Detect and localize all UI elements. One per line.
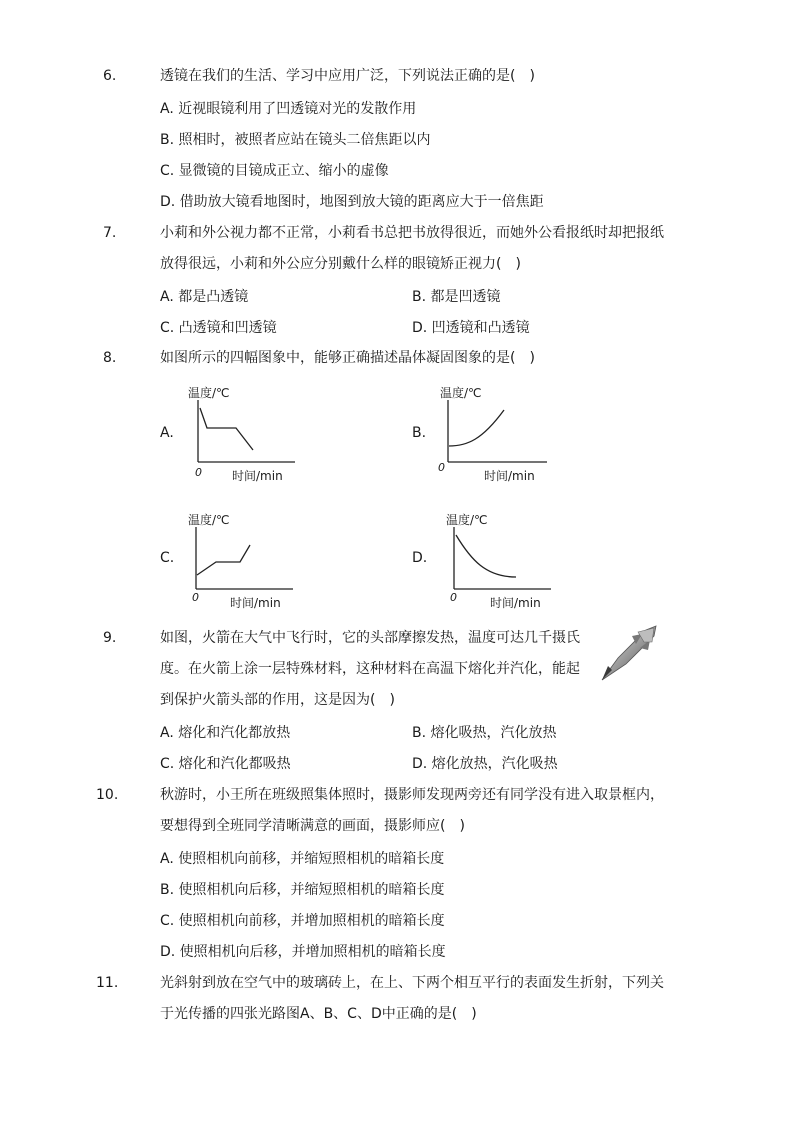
graph-y-label: 温度/℃	[188, 386, 230, 400]
option-c[interactable]: C. 使照相机向前移，并增加照相机的暗箱长度	[160, 913, 445, 929]
question-stem-line-1: 小莉和外公视力都不正常，小莉看书总把书放得很近，而她外公看报纸时却把报纸	[160, 225, 664, 241]
question-stem-line-2: 度。在火箭上涂一层特殊材料，这种材料在高温下熔化并汽化，能起	[160, 661, 580, 677]
question-stem: 如图所示的四幅图象中，能够正确描述晶体凝固图象的是( )	[160, 350, 535, 366]
rocket-icon	[596, 622, 664, 684]
question-number: 6.	[103, 68, 117, 84]
graph-origin: 0	[438, 461, 445, 474]
option-a[interactable]: A. 都是凸透镜	[160, 289, 249, 305]
option-a[interactable]: A. 熔化和汽化都放热	[160, 725, 291, 741]
question-stem-line-1: 如图，火箭在大气中飞行时，它的头部摩擦发热，温度可达几千摄氏	[160, 630, 580, 646]
graph-x-label: 时间/min	[484, 469, 535, 483]
graph-x-label: 时间/min	[490, 596, 541, 610]
graph-a	[180, 380, 300, 485]
option-d[interactable]: D.	[412, 550, 428, 566]
graph-x-label: 时间/min	[230, 596, 281, 610]
question-stem-line-1: 光斜射到放在空气中的玻璃砖上，在上、下两个相互平行的表面发生折射，下列关	[160, 975, 664, 991]
option-a[interactable]: A. 使照相机向前移，并缩短照相机的暗箱长度	[160, 851, 445, 867]
option-b[interactable]: B. 照相时，被照者应站在镜头二倍焦距以内	[160, 132, 431, 148]
option-a[interactable]: A.	[160, 425, 174, 441]
option-d[interactable]: D. 使照相机向后移，并增加照相机的暗箱长度	[160, 944, 446, 960]
graph-y-label: 温度/℃	[446, 513, 488, 527]
temperature-curve	[200, 408, 253, 450]
graph-d	[436, 505, 556, 613]
graph-y-label: 温度/℃	[440, 386, 482, 400]
temperature-curve	[197, 545, 250, 575]
question-stem: 透镜在我们的生活、学习中应用广泛，下列说法正确的是( )	[160, 68, 535, 84]
option-b[interactable]: B. 熔化吸热，汽化放热	[412, 725, 557, 741]
option-c[interactable]: C. 熔化和汽化都吸热	[160, 756, 291, 772]
question-stem-line-2: 于光传播的四张光路图A、B、C、D中正确的是( )	[160, 1006, 477, 1022]
option-b[interactable]: B. 都是凹透镜	[412, 289, 501, 305]
option-c[interactable]: C. 凸透镜和凹透镜	[160, 320, 277, 336]
option-c[interactable]: C. 显微镜的目镜成正立、缩小的虚像	[160, 163, 389, 179]
question-number: 10.	[96, 787, 119, 803]
option-a[interactable]: A. 近视眼镜利用了凹透镜对光的发散作用	[160, 101, 417, 117]
question-number: 11.	[96, 975, 119, 991]
temperature-curve	[449, 410, 504, 446]
option-d[interactable]: D. 熔化放热，汽化吸热	[412, 756, 558, 772]
option-b[interactable]: B. 使照相机向后移，并缩短照相机的暗箱长度	[160, 882, 445, 898]
temperature-curve	[456, 535, 516, 577]
question-number: 9.	[103, 630, 117, 646]
question-stem-line-3: 到保护火箭头部的作用，这是因为( )	[160, 692, 395, 708]
question-number: 8.	[103, 350, 117, 366]
graph-y-label: 温度/℃	[188, 513, 230, 527]
question-stem-line-2: 放得很远，小莉和外公应分别戴什么样的眼镜矫正视力( )	[160, 256, 521, 272]
option-c[interactable]: C.	[160, 550, 175, 566]
graph-origin: 0	[195, 466, 202, 479]
graph-x-label: 时间/min	[232, 469, 283, 483]
option-d[interactable]: D. 借助放大镜看地图时，地图到放大镜的距离应大于一倍焦距	[160, 194, 544, 210]
graph-origin: 0	[450, 591, 457, 604]
option-b[interactable]: B.	[412, 425, 427, 441]
option-d[interactable]: D. 凹透镜和凸透镜	[412, 320, 530, 336]
question-number: 7.	[103, 225, 117, 241]
graph-c	[178, 505, 298, 613]
question-stem-line-2: 要想得到全班同学清晰满意的画面，摄影师应( )	[160, 818, 465, 834]
question-stem-line-1: 秋游时，小王所在班级照集体照时，摄影师发现两旁还有同学没有进入取景框内，	[160, 787, 664, 803]
graph-origin: 0	[192, 591, 199, 604]
graph-b	[432, 380, 552, 485]
